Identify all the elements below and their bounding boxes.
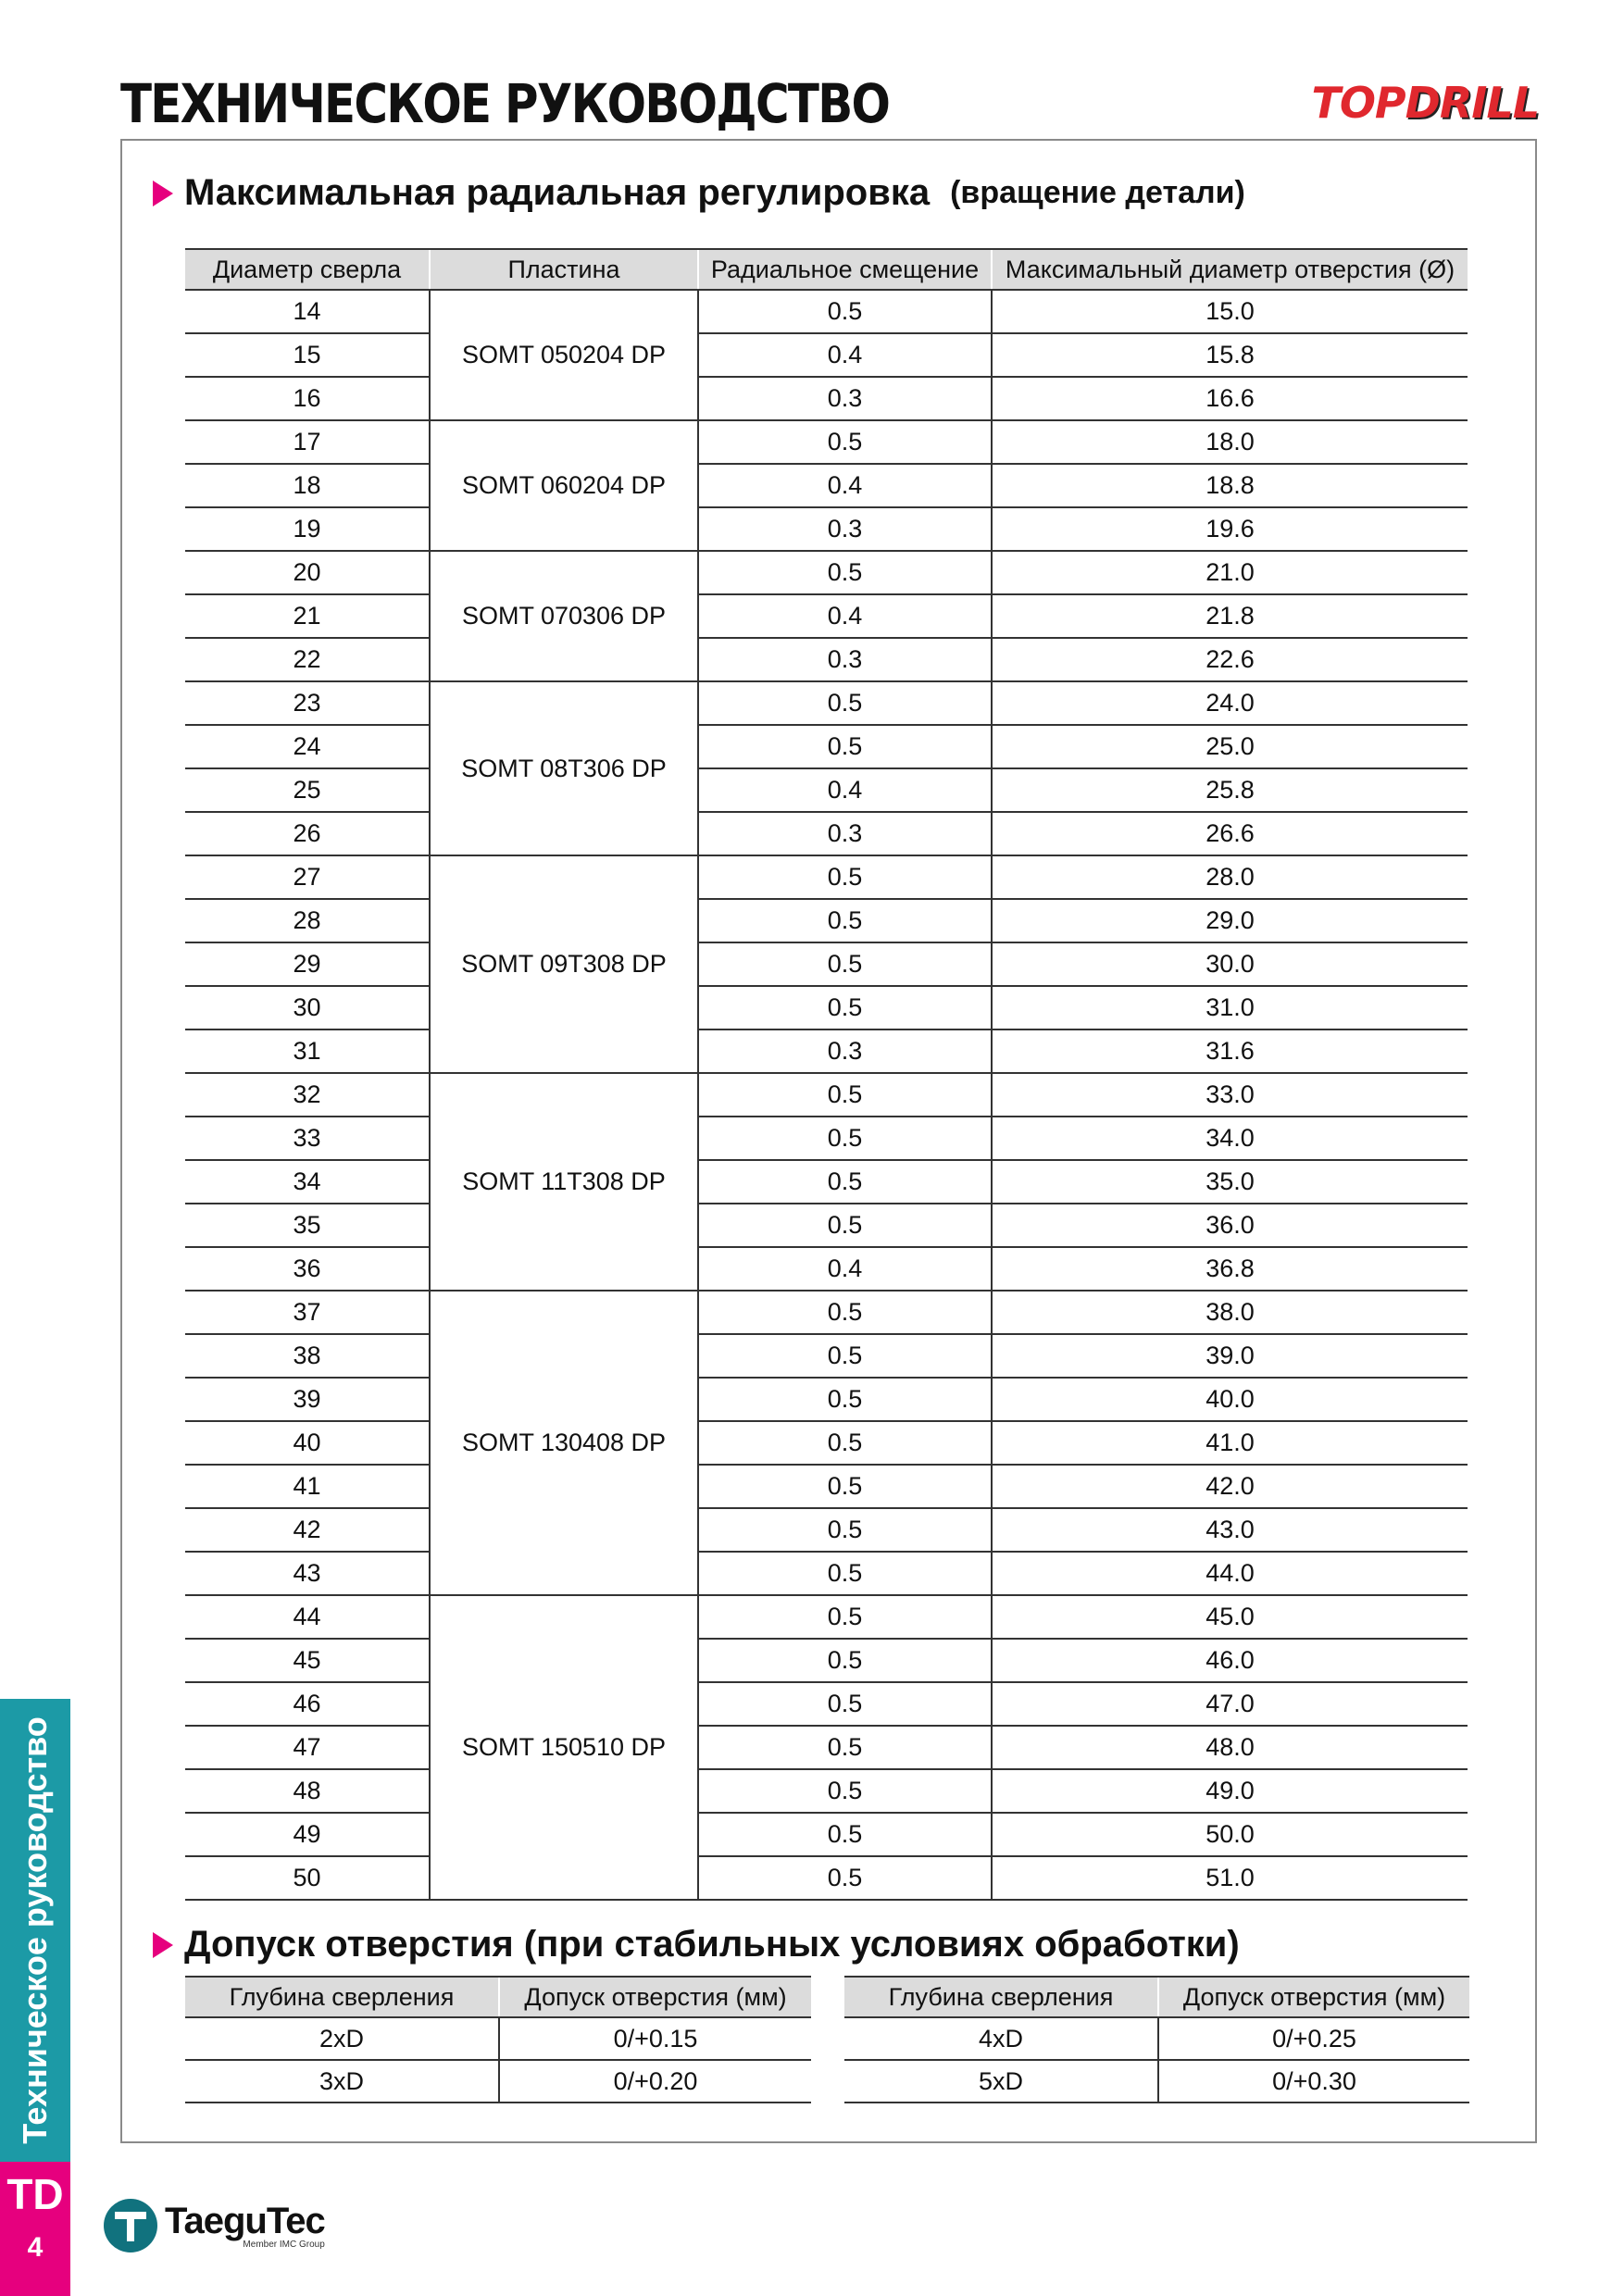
table-row: [185, 551, 1468, 594]
drill-diameter-cell: 24: [185, 725, 430, 768]
max-hole-diameter-cell: 51.0: [992, 1856, 1468, 1900]
max-hole-diameter-cell: 40.0: [992, 1378, 1468, 1421]
table-row: [185, 1421, 1468, 1465]
table-row: [185, 725, 1468, 768]
drill-diameter-cell: 16: [185, 377, 430, 420]
brand-top: TOP: [1311, 78, 1405, 128]
taegutec-logo: [104, 2199, 325, 2252]
drill-diameter-cell: 46: [185, 1682, 430, 1726]
radial-offset-cell: 0.5: [698, 551, 992, 594]
insert-cell: SOMT 08T306 DP: [430, 681, 698, 855]
table-row: [185, 1682, 1468, 1726]
drilling-depth-cell: 2xD: [185, 2017, 499, 2060]
drill-diameter-cell: 37: [185, 1291, 430, 1334]
radial-offset-cell: 0.5: [698, 1639, 992, 1682]
radial-table-body: [185, 290, 1468, 1900]
radial-offset-cell: 0.5: [698, 725, 992, 768]
drill-diameter-cell: 49: [185, 1813, 430, 1856]
section-tolerance-heading: [153, 1924, 1240, 1965]
max-hole-diameter-cell: 22.6: [992, 638, 1468, 681]
table-row: [185, 1291, 1468, 1334]
drill-diameter-cell: 18: [185, 464, 430, 507]
max-hole-diameter-cell: 38.0: [992, 1291, 1468, 1334]
radial-offset-cell: 0.5: [698, 290, 992, 333]
max-hole-diameter-cell: 16.6: [992, 377, 1468, 420]
radial-offset-cell: 0.5: [698, 1769, 992, 1813]
radial-offset-cell: 0.5: [698, 855, 992, 899]
radial-offset-cell: 0.4: [698, 594, 992, 638]
radial-offset-cell: 0.5: [698, 1421, 992, 1465]
drill-diameter-cell: 22: [185, 638, 430, 681]
drill-diameter-cell: 29: [185, 942, 430, 986]
drill-diameter-cell: 36: [185, 1247, 430, 1291]
table-row: [185, 986, 1468, 1029]
table-row: [185, 333, 1468, 377]
brand-drill: DRILL: [1405, 78, 1539, 128]
table-header-row: [185, 249, 1468, 290]
max-hole-diameter-cell: 31.0: [992, 986, 1468, 1029]
column-header-drilling-depth: Глубина сверления: [185, 1977, 499, 2017]
drill-diameter-cell: 33: [185, 1117, 430, 1160]
column-header-radial-offset: Радиальное смещение: [698, 249, 992, 290]
table-row: [185, 1204, 1468, 1247]
drill-diameter-cell: 23: [185, 681, 430, 725]
radial-offset-cell: 0.4: [698, 1247, 992, 1291]
section-tolerance-title: Допуск отверстия (при стабильных условиях обработки): [184, 1924, 1240, 1965]
drill-diameter-cell: 41: [185, 1465, 430, 1508]
radial-offset-cell: 0.5: [698, 1160, 992, 1204]
table-row: [185, 1726, 1468, 1769]
chapter-tab: [0, 2162, 70, 2296]
insert-cell: SOMT 070306 DP: [430, 551, 698, 681]
max-hole-diameter-cell: 45.0: [992, 1595, 1468, 1639]
drill-diameter-cell: 25: [185, 768, 430, 812]
tolerance-table-right: [844, 1976, 1469, 2103]
radial-offset-cell: 0.4: [698, 464, 992, 507]
max-hole-diameter-cell: 24.0: [992, 681, 1468, 725]
table-row: [185, 1639, 1468, 1682]
table-row: [185, 1334, 1468, 1378]
table-row: [185, 768, 1468, 812]
max-hole-diameter-cell: 41.0: [992, 1421, 1468, 1465]
table-row: [185, 2060, 811, 2103]
max-hole-diameter-cell: 29.0: [992, 899, 1468, 942]
max-hole-diameter-cell: 39.0: [992, 1334, 1468, 1378]
max-hole-diameter-cell: 25.0: [992, 725, 1468, 768]
page-title: ТЕХНИЧЕСКОЕ РУКОВОДСТВО: [120, 72, 890, 135]
hole-tolerance-cell: 0/+0.15: [499, 2017, 811, 2060]
insert-cell: SOMT 150510 DP: [430, 1595, 698, 1900]
max-hole-diameter-cell: 26.6: [992, 812, 1468, 855]
hole-tolerance-cell: 0/+0.20: [499, 2060, 811, 2103]
drill-diameter-cell: 31: [185, 1029, 430, 1073]
table-row: [185, 1247, 1468, 1291]
logo-tagline: Member IMC Group: [243, 2239, 325, 2250]
radial-offset-cell: 0.5: [698, 1378, 992, 1421]
table-header-row: [185, 1977, 811, 2017]
table-row: [185, 681, 1468, 725]
radial-offset-cell: 0.5: [698, 1334, 992, 1378]
drill-diameter-cell: 47: [185, 1726, 430, 1769]
drilling-depth-cell: 4xD: [844, 2017, 1158, 2060]
table-row: [185, 290, 1468, 333]
table-row: [185, 1117, 1468, 1160]
radial-offset-cell: 0.5: [698, 1465, 992, 1508]
drill-diameter-cell: 27: [185, 855, 430, 899]
radial-offset-cell: 0.5: [698, 986, 992, 1029]
max-hole-diameter-cell: 43.0: [992, 1508, 1468, 1552]
drill-diameter-cell: 14: [185, 290, 430, 333]
table-row: [185, 1595, 1468, 1639]
column-header-hole-tolerance: Допуск отверстия (мм): [499, 1977, 811, 2017]
drill-diameter-cell: 32: [185, 1073, 430, 1117]
section-radial-subtitle: (вращение детали): [950, 175, 1245, 210]
table-row: [185, 1465, 1468, 1508]
table-row: [185, 1378, 1468, 1421]
play-arrow-icon: [153, 1932, 173, 1958]
radial-offset-cell: 0.5: [698, 1204, 992, 1247]
drill-diameter-cell: 45: [185, 1639, 430, 1682]
radial-offset-cell: 0.5: [698, 1595, 992, 1639]
table-header-row: [844, 1977, 1469, 2017]
max-hole-diameter-cell: 36.8: [992, 1247, 1468, 1291]
drill-diameter-cell: 48: [185, 1769, 430, 1813]
max-hole-diameter-cell: 49.0: [992, 1769, 1468, 1813]
column-header-drilling-depth: Глубина сверления: [844, 1977, 1158, 2017]
max-hole-diameter-cell: 35.0: [992, 1160, 1468, 1204]
drill-diameter-cell: 42: [185, 1508, 430, 1552]
play-arrow-icon: [153, 181, 173, 206]
table-row: [185, 377, 1468, 420]
drill-diameter-cell: 38: [185, 1334, 430, 1378]
max-hole-diameter-cell: 30.0: [992, 942, 1468, 986]
max-hole-diameter-cell: 44.0: [992, 1552, 1468, 1595]
max-hole-diameter-cell: 48.0: [992, 1726, 1468, 1769]
radial-offset-cell: 0.5: [698, 1291, 992, 1334]
table-row: [185, 1552, 1468, 1595]
hole-tolerance-cell: 0/+0.30: [1158, 2060, 1469, 2103]
side-section-label: Техническое руководство: [16, 1716, 54, 2144]
insert-cell: SOMT 060204 DP: [430, 420, 698, 551]
max-hole-diameter-cell: 42.0: [992, 1465, 1468, 1508]
max-hole-diameter-cell: 25.8: [992, 768, 1468, 812]
max-hole-diameter-cell: 15.8: [992, 333, 1468, 377]
radial-offset-cell: 0.3: [698, 507, 992, 551]
max-hole-diameter-cell: 21.0: [992, 551, 1468, 594]
table-row: [185, 1856, 1468, 1900]
insert-cell: SOMT 11T308 DP: [430, 1073, 698, 1291]
radial-offset-cell: 0.5: [698, 942, 992, 986]
table-row: [185, 507, 1468, 551]
table-row: [185, 1029, 1468, 1073]
drill-diameter-cell: 19: [185, 507, 430, 551]
table-row: [185, 942, 1468, 986]
table-row: [185, 638, 1468, 681]
drill-diameter-cell: 44: [185, 1595, 430, 1639]
max-hole-diameter-cell: 31.6: [992, 1029, 1468, 1073]
taegutec-mark-icon: [104, 2199, 157, 2252]
section-radial-title: Максимальная радиальная регулировка: [184, 172, 931, 213]
chapter-code: TD: [6, 2170, 64, 2218]
table-row: [185, 899, 1468, 942]
column-header-hole-tolerance: Допуск отверстия (мм): [1158, 1977, 1469, 2017]
max-hole-diameter-cell: 33.0: [992, 1073, 1468, 1117]
table-row: [185, 1160, 1468, 1204]
topdrill-logo: [1311, 78, 1539, 128]
radial-offset-cell: 0.5: [698, 1117, 992, 1160]
max-hole-diameter-cell: 34.0: [992, 1117, 1468, 1160]
drill-diameter-cell: 39: [185, 1378, 430, 1421]
drill-diameter-cell: 43: [185, 1552, 430, 1595]
radial-offset-cell: 0.3: [698, 377, 992, 420]
table-row: [185, 1813, 1468, 1856]
table-row: [185, 464, 1468, 507]
drill-diameter-cell: 21: [185, 594, 430, 638]
column-header-max-hole-diameter: Максимальный диаметр отверстия (Ø): [992, 249, 1468, 290]
radial-offset-cell: 0.5: [698, 1726, 992, 1769]
radial-offset-cell: 0.4: [698, 768, 992, 812]
radial-offset-cell: 0.5: [698, 681, 992, 725]
radial-offset-cell: 0.5: [698, 1682, 992, 1726]
max-hole-diameter-cell: 15.0: [992, 290, 1468, 333]
insert-cell: SOMT 09T308 DP: [430, 855, 698, 1073]
column-header-insert: Пластина: [430, 249, 698, 290]
table-row: [185, 1508, 1468, 1552]
drill-diameter-cell: 15: [185, 333, 430, 377]
radial-offset-cell: 0.5: [698, 1508, 992, 1552]
max-hole-diameter-cell: 46.0: [992, 1639, 1468, 1682]
radial-offset-cell: 0.3: [698, 638, 992, 681]
table-row: [185, 1769, 1468, 1813]
drilling-depth-cell: 3xD: [185, 2060, 499, 2103]
drill-diameter-cell: 50: [185, 1856, 430, 1900]
tolerance-table-left: [185, 1976, 811, 2103]
max-hole-diameter-cell: 36.0: [992, 1204, 1468, 1247]
logo-name: TaeguTec: [165, 2200, 325, 2241]
drill-diameter-cell: 28: [185, 899, 430, 942]
drill-diameter-cell: 20: [185, 551, 430, 594]
radial-offset-cell: 0.5: [698, 899, 992, 942]
insert-cell: SOMT 050204 DP: [430, 290, 698, 420]
max-hole-diameter-cell: 28.0: [992, 855, 1468, 899]
hole-tolerance-cell: 0/+0.25: [1158, 2017, 1469, 2060]
max-hole-diameter-cell: 18.8: [992, 464, 1468, 507]
radial-offset-cell: 0.5: [698, 1073, 992, 1117]
max-hole-diameter-cell: 18.0: [992, 420, 1468, 464]
table-row: [844, 2017, 1469, 2060]
table-row: [185, 2017, 811, 2060]
drill-diameter-cell: 26: [185, 812, 430, 855]
max-hole-diameter-cell: 47.0: [992, 1682, 1468, 1726]
table-row: [185, 420, 1468, 464]
radial-offset-cell: 0.3: [698, 1029, 992, 1073]
radial-offset-cell: 0.5: [698, 420, 992, 464]
max-hole-diameter-cell: 19.6: [992, 507, 1468, 551]
max-hole-diameter-cell: 21.8: [992, 594, 1468, 638]
table-row: [185, 812, 1468, 855]
table-row: [844, 2060, 1469, 2103]
page-number: 4: [27, 2232, 44, 2263]
drill-diameter-cell: 40: [185, 1421, 430, 1465]
drill-diameter-cell: 17: [185, 420, 430, 464]
radial-offset-cell: 0.4: [698, 333, 992, 377]
drill-diameter-cell: 34: [185, 1160, 430, 1204]
table-row: [185, 1073, 1468, 1117]
radial-offset-cell: 0.5: [698, 1856, 992, 1900]
max-hole-diameter-cell: 50.0: [992, 1813, 1468, 1856]
insert-cell: SOMT 130408 DP: [430, 1291, 698, 1595]
radial-adjustment-table: [185, 248, 1468, 1901]
table-row: [185, 855, 1468, 899]
radial-offset-cell: 0.5: [698, 1813, 992, 1856]
section-radial-heading: [153, 172, 1245, 214]
radial-offset-cell: 0.3: [698, 812, 992, 855]
radial-offset-cell: 0.5: [698, 1552, 992, 1595]
drilling-depth-cell: 5xD: [844, 2060, 1158, 2103]
table-row: [185, 594, 1468, 638]
drill-diameter-cell: 30: [185, 986, 430, 1029]
drill-diameter-cell: 35: [185, 1204, 430, 1247]
column-header-drill-diameter: Диаметр сверла: [185, 249, 430, 290]
